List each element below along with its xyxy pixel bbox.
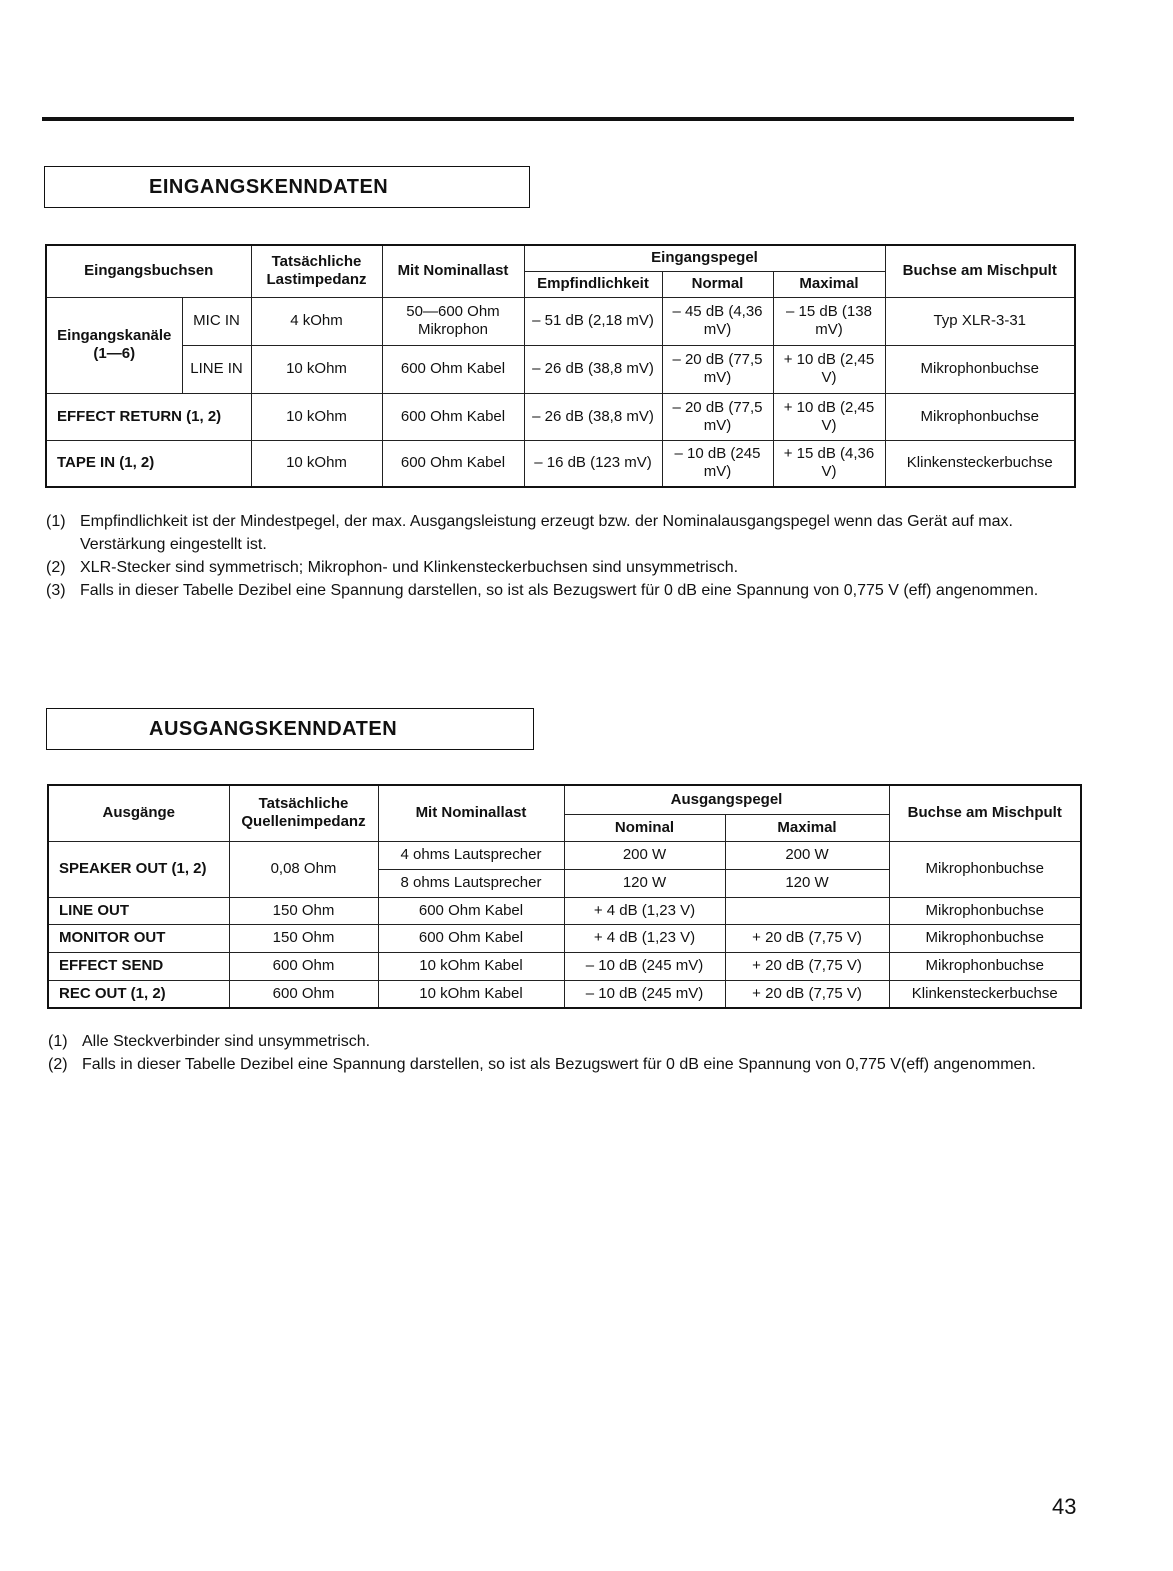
cell-nominal: 200 W	[564, 841, 725, 869]
table-row	[48, 952, 1081, 980]
note-item	[46, 510, 1086, 556]
note-text: XLR-Stecker sind symmetrisch; Mikrophon- und Klinkensteckerbuchsen sind unsymmetrisch.	[80, 559, 739, 576]
cell-nominal: 120 W	[564, 869, 725, 897]
cell-connector: Klinkensteckerbuchse	[885, 440, 1075, 487]
row-label: LINE OUT	[48, 897, 229, 924]
header-outputs: Ausgänge	[48, 785, 229, 841]
header-nominal-load: Mit Nominallast	[382, 245, 524, 297]
output-section-title-box	[46, 708, 534, 750]
cell-load: 600 Ohm Kabel	[382, 345, 524, 393]
table-row	[48, 841, 1081, 869]
input-section-title-box	[44, 166, 530, 208]
cell-impedance: 10 kOhm	[251, 345, 382, 393]
note-text: Falls in dieser Tabelle Dezibel eine Spannung darstellen, so ist als Bezugswert für 0 dB eine Spannung von 0,775 V (eff) angenommen.	[80, 582, 1039, 599]
output-notes	[48, 1030, 1038, 1076]
cell-impedance: 10 kOhm	[251, 440, 382, 487]
channels-label: Eingangskanäle (1—6)	[46, 297, 182, 393]
cell-connector: Mikrophonbuchse	[885, 345, 1075, 393]
cell-connector: Mikrophonbuchse	[889, 897, 1081, 924]
cell-connector: Klinkensteckerbuchse	[889, 980, 1081, 1008]
cell-load: 4 ohms Lautsprecher	[378, 841, 564, 869]
cell-connector: Mikrophonbuchse	[885, 393, 1075, 440]
cell-load: 8 ohms Lautsprecher	[378, 869, 564, 897]
header-maximal: Maximal	[725, 814, 889, 841]
header-nominal: Nominal	[564, 814, 725, 841]
cell-connector: Mikrophonbuchse	[889, 841, 1081, 897]
cell-sensitivity: – 26 dB (38,8 mV)	[524, 393, 662, 440]
cell-nominal: – 10 dB (245 mV)	[564, 980, 725, 1008]
header-connector: Buchse am Mischpult	[885, 245, 1075, 297]
cell-load: 600 Ohm Kabel	[378, 897, 564, 924]
table-row	[48, 897, 1081, 924]
cell-maximal: + 20 dB (7,75 V)	[725, 952, 889, 980]
table-row	[46, 345, 1075, 393]
header-maximal: Maximal	[773, 271, 885, 297]
row-label: MONITOR OUT	[48, 924, 229, 952]
cell-maximal: 120 W	[725, 869, 889, 897]
output-section-title: AUSGANGSKENNDATEN	[149, 717, 398, 740]
note-item	[46, 556, 1086, 579]
header-impedance: Tatsächliche Lastimpedanz	[251, 245, 382, 297]
note-item	[46, 579, 1086, 602]
header-jacks: Eingangsbuchsen	[46, 245, 251, 297]
header-level-group: Eingangspegel	[524, 245, 885, 271]
cell-maximal: – 15 dB (138 mV)	[773, 297, 885, 345]
note-item	[48, 1030, 1038, 1053]
note-text: Alle Steckverbinder sind unsymmetrisch.	[82, 1033, 371, 1050]
table-row	[46, 393, 1075, 440]
cell-connector: Typ XLR-3-31	[885, 297, 1075, 345]
cell-load: 600 Ohm Kabel	[382, 393, 524, 440]
cell-nominal: – 10 dB (245 mV)	[564, 952, 725, 980]
row-label: TAPE IN (1, 2)	[46, 440, 251, 487]
cell-maximal: + 15 dB (4,36 V)	[773, 440, 885, 487]
cell-maximal: + 10 dB (2,45 V)	[773, 393, 885, 440]
page-number: 43	[1052, 1494, 1077, 1519]
cell-impedance: 600 Ohm	[229, 952, 378, 980]
cell-impedance: 4 kOhm	[251, 297, 382, 345]
note-item	[48, 1053, 1038, 1076]
cell-load: 600 Ohm Kabel	[382, 440, 524, 487]
input-section-title: EINGANGSKENNDATEN	[149, 175, 389, 198]
cell-connector: Mikrophonbuchse	[889, 952, 1081, 980]
cell-nominal: + 4 dB (1,23 V)	[564, 897, 725, 924]
row-label: REC OUT (1, 2)	[48, 980, 229, 1008]
header-level-group: Ausgangspegel	[564, 785, 889, 814]
row-label: MIC IN	[182, 297, 251, 345]
cell-maximal: 200 W	[725, 841, 889, 869]
table-row	[46, 440, 1075, 487]
cell-load: 10 kOhm Kabel	[378, 980, 564, 1008]
cell-maximal	[725, 897, 889, 924]
row-label: EFFECT SEND	[48, 952, 229, 980]
header-impedance: Tatsächliche Quellenimpedanz	[229, 785, 378, 841]
cell-normal: – 20 dB (77,5 mV)	[662, 393, 773, 440]
note-text: Empfindlichkeit ist der Mindestpegel, der max. Ausgangsleistung erzeugt bzw. der Nominalausgangspegel wenn das Gerät auf max. Verstärkung eingestellt ist.	[80, 513, 1013, 553]
cell-load: 50—600 Ohm Mikrophon	[382, 297, 524, 345]
cell-normal: – 20 dB (77,5 mV)	[662, 345, 773, 393]
header-nominal-load: Mit Nominallast	[378, 785, 564, 841]
note-number: (2)	[46, 559, 66, 576]
cell-sensitivity: – 26 dB (38,8 mV)	[524, 345, 662, 393]
table-row	[48, 924, 1081, 952]
table-row	[46, 297, 1075, 345]
cell-normal: – 10 dB (245 mV)	[662, 440, 773, 487]
row-label: EFFECT RETURN (1, 2)	[46, 393, 251, 440]
header-normal: Normal	[662, 271, 773, 297]
cell-nominal: + 4 dB (1,23 V)	[564, 924, 725, 952]
cell-sensitivity: – 16 dB (123 mV)	[524, 440, 662, 487]
top-rule	[42, 117, 1074, 121]
input-notes	[46, 510, 1086, 602]
cell-impedance: 10 kOhm	[251, 393, 382, 440]
cell-connector: Mikrophonbuchse	[889, 924, 1081, 952]
input-spec-table	[45, 244, 1076, 488]
cell-normal: – 45 dB (4,36 mV)	[662, 297, 773, 345]
row-label: LINE IN	[182, 345, 251, 393]
note-number: (2)	[48, 1056, 68, 1073]
note-number: (1)	[46, 513, 66, 530]
row-label: SPEAKER OUT (1, 2)	[48, 841, 229, 897]
cell-maximal: + 20 dB (7,75 V)	[725, 924, 889, 952]
cell-load: 600 Ohm Kabel	[378, 924, 564, 952]
note-number: (3)	[46, 582, 66, 599]
table-row	[48, 980, 1081, 1008]
cell-impedance: 600 Ohm	[229, 980, 378, 1008]
output-spec-table	[47, 784, 1082, 1009]
note-text: Falls in dieser Tabelle Dezibel eine Spannung darstellen, so ist als Bezugswert für 0 dB eine Spannung von 0,775 V(eff) angenommen.	[82, 1056, 1036, 1073]
cell-sensitivity: – 51 dB (2,18 mV)	[524, 297, 662, 345]
cell-impedance: 150 Ohm	[229, 924, 378, 952]
cell-load: 10 kOhm Kabel	[378, 952, 564, 980]
note-number: (1)	[48, 1033, 68, 1050]
cell-impedance: 150 Ohm	[229, 897, 378, 924]
cell-maximal: + 20 dB (7,75 V)	[725, 980, 889, 1008]
header-connector: Buchse am Mischpult	[889, 785, 1081, 841]
cell-impedance: 0,08 Ohm	[229, 841, 378, 897]
cell-maximal: + 10 dB (2,45 V)	[773, 345, 885, 393]
header-sensitivity: Empfindlichkeit	[524, 271, 662, 297]
